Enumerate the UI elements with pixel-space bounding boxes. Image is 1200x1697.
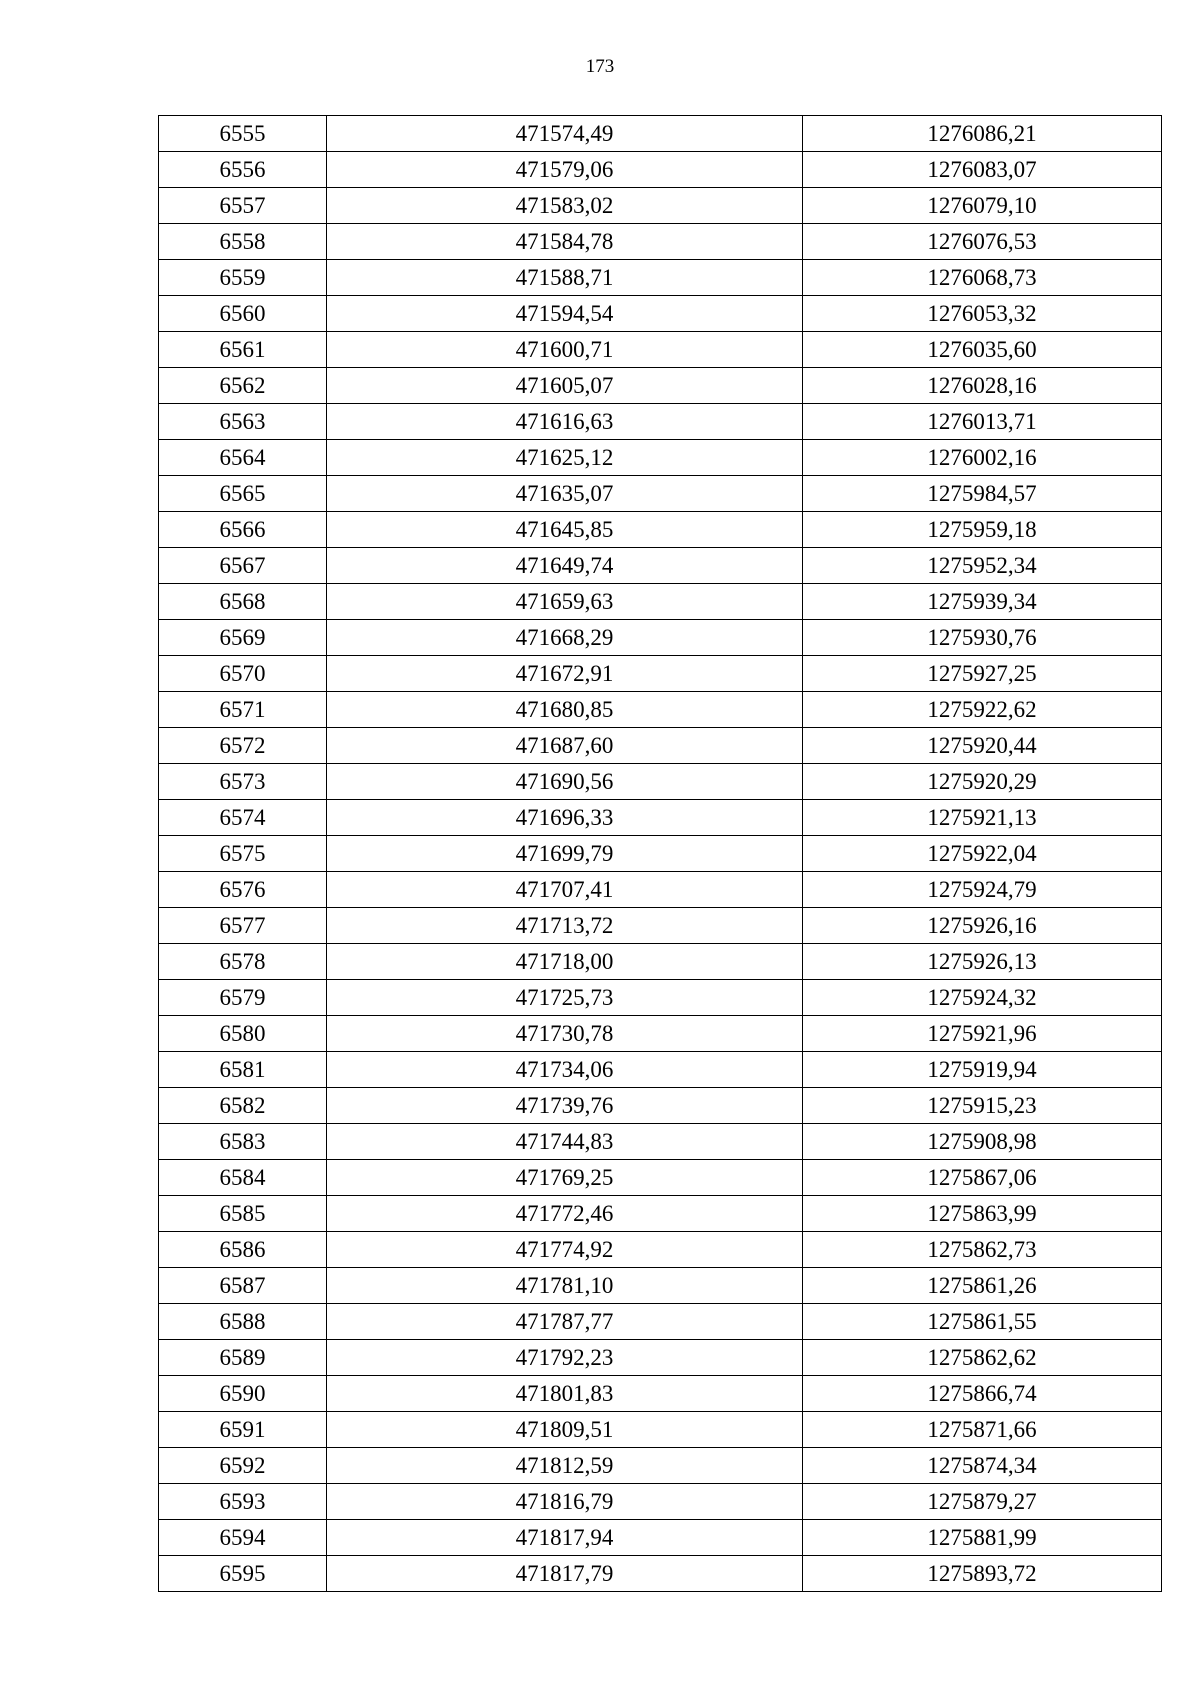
x-coordinate-cell: 471817,79 <box>327 1556 803 1592</box>
table-row <box>159 1412 1162 1448</box>
y-coordinate-cell: 1275862,62 <box>803 1340 1162 1376</box>
y-coordinate-cell: 1275879,27 <box>803 1484 1162 1520</box>
point-number-cell: 6563 <box>159 404 327 440</box>
y-coordinate-cell: 1275919,94 <box>803 1052 1162 1088</box>
y-coordinate-cell: 1275861,55 <box>803 1304 1162 1340</box>
point-number-cell: 6595 <box>159 1556 327 1592</box>
x-coordinate-cell: 471680,85 <box>327 692 803 728</box>
point-number-cell: 6567 <box>159 548 327 584</box>
y-coordinate-cell: 1275984,57 <box>803 476 1162 512</box>
point-number-cell: 6574 <box>159 800 327 836</box>
table-row <box>159 872 1162 908</box>
x-coordinate-cell: 471744,83 <box>327 1124 803 1160</box>
table-row <box>159 224 1162 260</box>
y-coordinate-cell: 1275915,23 <box>803 1088 1162 1124</box>
x-coordinate-cell: 471792,23 <box>327 1340 803 1376</box>
point-number-cell: 6573 <box>159 764 327 800</box>
y-coordinate-cell: 1275921,96 <box>803 1016 1162 1052</box>
x-coordinate-cell: 471668,29 <box>327 620 803 656</box>
table-row <box>159 1052 1162 1088</box>
coordinates-table <box>158 115 1162 1592</box>
x-coordinate-cell: 471687,60 <box>327 728 803 764</box>
x-coordinate-cell: 471739,76 <box>327 1088 803 1124</box>
y-coordinate-cell: 1276053,32 <box>803 296 1162 332</box>
table-row <box>159 1448 1162 1484</box>
y-coordinate-cell: 1275881,99 <box>803 1520 1162 1556</box>
x-coordinate-cell: 471672,91 <box>327 656 803 692</box>
x-coordinate-cell: 471579,06 <box>327 152 803 188</box>
y-coordinate-cell: 1276035,60 <box>803 332 1162 368</box>
x-coordinate-cell: 471816,79 <box>327 1484 803 1520</box>
y-coordinate-cell: 1275930,76 <box>803 620 1162 656</box>
page-number: 173 <box>585 56 615 77</box>
y-coordinate-cell: 1275926,13 <box>803 944 1162 980</box>
point-number-cell: 6586 <box>159 1232 327 1268</box>
table-row <box>159 260 1162 296</box>
table-row <box>159 440 1162 476</box>
point-number-cell: 6558 <box>159 224 327 260</box>
point-number-cell: 6571 <box>159 692 327 728</box>
table-row <box>159 1520 1162 1556</box>
point-number-cell: 6587 <box>159 1268 327 1304</box>
table-row <box>159 1340 1162 1376</box>
table-row <box>159 188 1162 224</box>
y-coordinate-cell: 1275959,18 <box>803 512 1162 548</box>
table-row <box>159 1088 1162 1124</box>
y-coordinate-cell: 1275922,62 <box>803 692 1162 728</box>
y-coordinate-cell: 1276002,16 <box>803 440 1162 476</box>
y-coordinate-cell: 1275908,98 <box>803 1124 1162 1160</box>
x-coordinate-cell: 471801,83 <box>327 1376 803 1412</box>
table-row <box>159 980 1162 1016</box>
y-coordinate-cell: 1275922,04 <box>803 836 1162 872</box>
point-number-cell: 6570 <box>159 656 327 692</box>
point-number-cell: 6593 <box>159 1484 327 1520</box>
x-coordinate-cell: 471707,41 <box>327 872 803 908</box>
y-coordinate-cell: 1275861,26 <box>803 1268 1162 1304</box>
point-number-cell: 6560 <box>159 296 327 332</box>
point-number-cell: 6565 <box>159 476 327 512</box>
table-row <box>159 1160 1162 1196</box>
x-coordinate-cell: 471584,78 <box>327 224 803 260</box>
table-row <box>159 908 1162 944</box>
table-row <box>159 1124 1162 1160</box>
table-row <box>159 512 1162 548</box>
x-coordinate-cell: 471583,02 <box>327 188 803 224</box>
y-coordinate-cell: 1275952,34 <box>803 548 1162 584</box>
table-row <box>159 1376 1162 1412</box>
table-row <box>159 1196 1162 1232</box>
point-number-cell: 6580 <box>159 1016 327 1052</box>
table-row <box>159 116 1162 152</box>
y-coordinate-cell: 1275866,74 <box>803 1376 1162 1412</box>
point-number-cell: 6556 <box>159 152 327 188</box>
point-number-cell: 6584 <box>159 1160 327 1196</box>
x-coordinate-cell: 471812,59 <box>327 1448 803 1484</box>
y-coordinate-cell: 1275871,66 <box>803 1412 1162 1448</box>
y-coordinate-cell: 1275927,25 <box>803 656 1162 692</box>
x-coordinate-cell: 471699,79 <box>327 836 803 872</box>
y-coordinate-cell: 1275874,34 <box>803 1448 1162 1484</box>
point-number-cell: 6562 <box>159 368 327 404</box>
table-row <box>159 620 1162 656</box>
x-coordinate-cell: 471809,51 <box>327 1412 803 1448</box>
x-coordinate-cell: 471817,94 <box>327 1520 803 1556</box>
x-coordinate-cell: 471769,25 <box>327 1160 803 1196</box>
y-coordinate-cell: 1275893,72 <box>803 1556 1162 1592</box>
point-number-cell: 6576 <box>159 872 327 908</box>
point-number-cell: 6581 <box>159 1052 327 1088</box>
table-row <box>159 764 1162 800</box>
table-row <box>159 944 1162 980</box>
point-number-cell: 6555 <box>159 116 327 152</box>
point-number-cell: 6589 <box>159 1340 327 1376</box>
coordinates-table-body <box>159 116 1162 1592</box>
point-number-cell: 6594 <box>159 1520 327 1556</box>
x-coordinate-cell: 471787,77 <box>327 1304 803 1340</box>
y-coordinate-cell: 1275924,32 <box>803 980 1162 1016</box>
table-row <box>159 1304 1162 1340</box>
x-coordinate-cell: 471730,78 <box>327 1016 803 1052</box>
x-coordinate-cell: 471718,00 <box>327 944 803 980</box>
y-coordinate-cell: 1276086,21 <box>803 116 1162 152</box>
y-coordinate-cell: 1276083,07 <box>803 152 1162 188</box>
y-coordinate-cell: 1275921,13 <box>803 800 1162 836</box>
y-coordinate-cell: 1275862,73 <box>803 1232 1162 1268</box>
table-row <box>159 296 1162 332</box>
point-number-cell: 6590 <box>159 1376 327 1412</box>
point-number-cell: 6564 <box>159 440 327 476</box>
table-row <box>159 1232 1162 1268</box>
table-row <box>159 692 1162 728</box>
y-coordinate-cell: 1275863,99 <box>803 1196 1162 1232</box>
y-coordinate-cell: 1275939,34 <box>803 584 1162 620</box>
point-number-cell: 6569 <box>159 620 327 656</box>
x-coordinate-cell: 471725,73 <box>327 980 803 1016</box>
table-row <box>159 152 1162 188</box>
x-coordinate-cell: 471616,63 <box>327 404 803 440</box>
x-coordinate-cell: 471734,06 <box>327 1052 803 1088</box>
point-number-cell: 6578 <box>159 944 327 980</box>
table-row <box>159 728 1162 764</box>
x-coordinate-cell: 471772,46 <box>327 1196 803 1232</box>
y-coordinate-cell: 1276028,16 <box>803 368 1162 404</box>
point-number-cell: 6572 <box>159 728 327 764</box>
x-coordinate-cell: 471649,74 <box>327 548 803 584</box>
point-number-cell: 6585 <box>159 1196 327 1232</box>
x-coordinate-cell: 471605,07 <box>327 368 803 404</box>
point-number-cell: 6559 <box>159 260 327 296</box>
point-number-cell: 6577 <box>159 908 327 944</box>
table-row <box>159 656 1162 692</box>
table-row <box>159 476 1162 512</box>
x-coordinate-cell: 471635,07 <box>327 476 803 512</box>
x-coordinate-cell: 471600,71 <box>327 332 803 368</box>
y-coordinate-cell: 1276068,73 <box>803 260 1162 296</box>
x-coordinate-cell: 471574,49 <box>327 116 803 152</box>
y-coordinate-cell: 1275926,16 <box>803 908 1162 944</box>
point-number-cell: 6568 <box>159 584 327 620</box>
point-number-cell: 6582 <box>159 1088 327 1124</box>
point-number-cell: 6591 <box>159 1412 327 1448</box>
point-number-cell: 6583 <box>159 1124 327 1160</box>
y-coordinate-cell: 1275924,79 <box>803 872 1162 908</box>
y-coordinate-cell: 1275920,29 <box>803 764 1162 800</box>
point-number-cell: 6588 <box>159 1304 327 1340</box>
table-row <box>159 404 1162 440</box>
x-coordinate-cell: 471696,33 <box>327 800 803 836</box>
table-row <box>159 548 1162 584</box>
x-coordinate-cell: 471774,92 <box>327 1232 803 1268</box>
table-row <box>159 1484 1162 1520</box>
x-coordinate-cell: 471659,63 <box>327 584 803 620</box>
x-coordinate-cell: 471588,71 <box>327 260 803 296</box>
point-number-cell: 6575 <box>159 836 327 872</box>
table-row <box>159 332 1162 368</box>
point-number-cell: 6557 <box>159 188 327 224</box>
x-coordinate-cell: 471781,10 <box>327 1268 803 1304</box>
y-coordinate-cell: 1276079,10 <box>803 188 1162 224</box>
y-coordinate-cell: 1275920,44 <box>803 728 1162 764</box>
table-row <box>159 1268 1162 1304</box>
x-coordinate-cell: 471625,12 <box>327 440 803 476</box>
point-number-cell: 6592 <box>159 1448 327 1484</box>
table-row <box>159 1556 1162 1592</box>
table-row <box>159 836 1162 872</box>
table-row <box>159 800 1162 836</box>
x-coordinate-cell: 471713,72 <box>327 908 803 944</box>
x-coordinate-cell: 471594,54 <box>327 296 803 332</box>
y-coordinate-cell: 1276013,71 <box>803 404 1162 440</box>
point-number-cell: 6566 <box>159 512 327 548</box>
point-number-cell: 6579 <box>159 980 327 1016</box>
table-row <box>159 584 1162 620</box>
point-number-cell: 6561 <box>159 332 327 368</box>
table-row <box>159 368 1162 404</box>
y-coordinate-cell: 1275867,06 <box>803 1160 1162 1196</box>
x-coordinate-cell: 471645,85 <box>327 512 803 548</box>
x-coordinate-cell: 471690,56 <box>327 764 803 800</box>
y-coordinate-cell: 1276076,53 <box>803 224 1162 260</box>
table-row <box>159 1016 1162 1052</box>
